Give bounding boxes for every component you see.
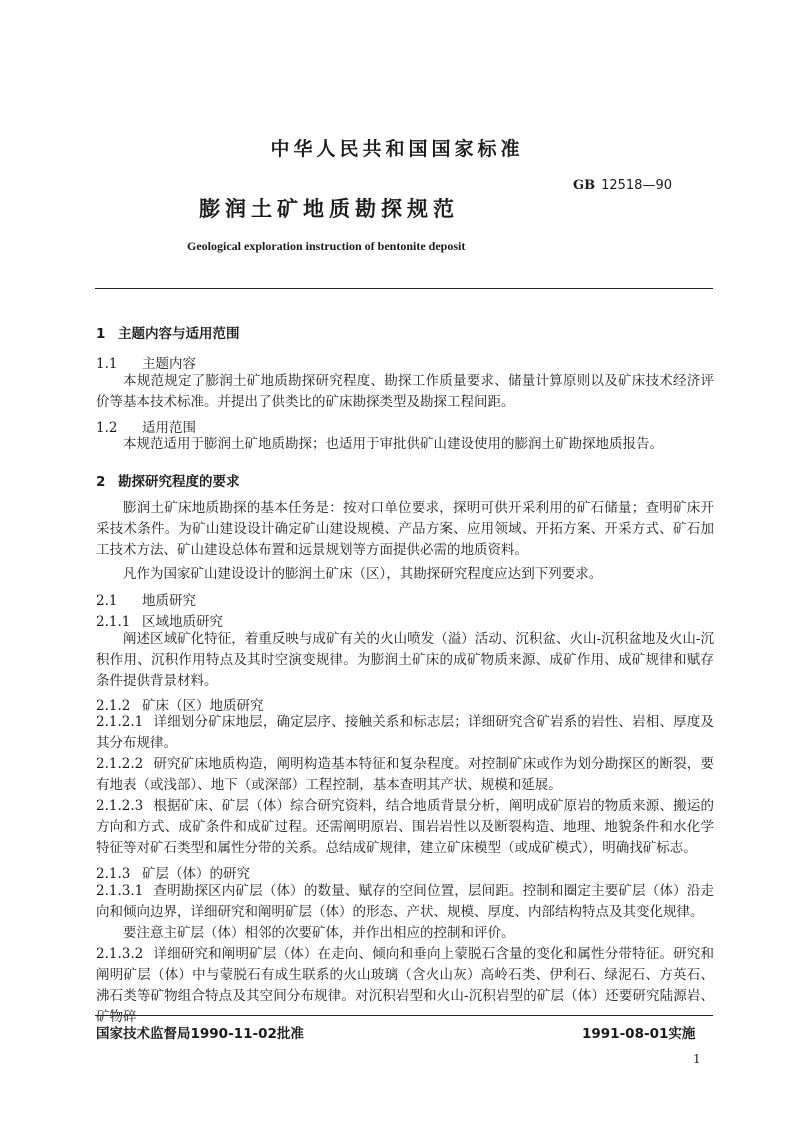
implementation-date: 1991-08-01实施: [582, 1026, 696, 1042]
footer-divider: [95, 1015, 713, 1016]
section-1-2-text: 本规范适用于膨润土矿地质勘探；也适用于审批供矿山建设使用的膨润土矿勘探地质报告。: [123, 436, 663, 452]
section-2-1-3-2-text: 2.1.3.2 详细研究和阐明矿层（体）在走向、倾向和垂向上蒙脱石含量的变化和属性分带特征。研究和阐明矿层（体）中与蒙脱石有成生联系的火山玻璃（含火山灰）高岭石类、伊利石、绿泥石、方英石、沸石类等矿物组合特点及其空间分布规律。对沉积岩型和火山-沉积岩型的矿层（体）还要研究陆源岩、矿物碎: [96, 946, 714, 1025]
section-2-1-1-text: 阐述区域矿化特征，着重反映与成矿有关的火山喷发（溢）活动、沉积盆、火山-沉积盆地及火山-沉积作用、沉积作用特点及其时空演变规律。为膨润土矿床的成矿物质来源、成矿作用、成矿规律和赋存条件提供背景材料。: [96, 631, 714, 689]
section-2-1-2-2-text: 2.1.2.2 研究矿床地质构造，阐明构造基本特征和复杂程度。对控制矿床或作为划分勘探区的断裂，要有地表（或浅部）、地下（或深部）工程控制，基本查明其产状、规模和延展。: [96, 756, 714, 793]
section-2-1-2-1-text: 2.1.2.1 详细划分矿床地层，确定层序、接触关系和标志层；详细研究含矿岩系的岩性、岩相、厚度及其分布规律。: [96, 714, 714, 751]
section-2-heading: 2 勘探研究程度的要求: [96, 474, 240, 490]
section-2-1-3-heading: 2.1.3 矿层（体）的研究: [96, 866, 250, 882]
gb-number: 12518—90: [601, 178, 672, 193]
section-1-1-text: 本规范规定了膨润土矿地质勘探研究程度、勘探工作质量要求、储量计算原则以及矿床技术经济评价等基本技术标准。并提出了供类比的矿床勘探类型及勘探工程间距。: [96, 373, 714, 410]
section-2-intro-paragraph: 膨润土矿床地质勘探的基本任务是：按对口单位要求，探明可供开采利用的矿石储量；查明矿床开采技术条件。为矿山建设设计确定矿山建设规模、产品方案、应用领域、开拓方案、开采方式、矿石加工技术方法、矿山建设总体布置和远景规划等方面提供必需的地质资料。: [96, 500, 714, 558]
standard-authority: 中华人民共和国国家标准: [270, 138, 524, 160]
section-2-1-1-heading: 2.1.1 区域地质研究: [96, 614, 223, 630]
page-number: 1: [693, 1052, 701, 1066]
section-2-1-3-1-note: 要注意主矿层（体）相邻的次要矿体，并作出相应的控制和评价。: [123, 925, 515, 941]
section-2-requirement-paragraph: 凡作为国家矿山建设设计的膨润土矿床（区），其勘探研究程度应达到下列要求。: [123, 566, 603, 582]
header-divider: [95, 288, 713, 289]
approval-line: 国家技术监督局1990-11-02批准: [96, 1026, 304, 1042]
section-2-1-heading: 2.1 地质研究: [96, 593, 196, 609]
document-title-en: Geological exploration instruction of bentonite deposit: [187, 239, 466, 253]
gb-prefix: GB: [573, 178, 596, 193]
section-1-2-heading: 1.2 适用范围: [96, 420, 196, 436]
section-2-1-3-1-text: 2.1.3.1 查明勘探区内矿层（体）的数量、赋存的空间位置，层间距。控制和圈定主要矿层（体）沿走向和倾向边界，详细研究和阐明矿层（体）的形态、产状、规模、厚度、内部结构特点及其变化规律。: [96, 883, 714, 920]
section-1-heading: 1 主题内容与适用范围: [96, 326, 240, 342]
section-1-1-heading: 1.1 主题内容: [96, 356, 196, 372]
document-title-cn: 膨润土矿地质勘探规范: [199, 197, 459, 221]
section-2-1-2-3-text: 2.1.2.3 根据矿床、矿层（体）综合研究资料，结合地质背景分析，阐明成矿原岩的物质来源、搬运的方向和方式、成矿条件和成矿过程。还需阐明原岩、围岩岩性以及断裂构造、地理、地貌条件和水化学特征等对矿石类型和属性分带的关系。总结成矿规律，建立矿床模型（或成矿模式），明确找矿标志。: [96, 798, 714, 856]
section-2-1-2-heading: 2.1.2 矿床（区）地质研究: [96, 698, 264, 714]
standard-code: [573, 178, 672, 193]
